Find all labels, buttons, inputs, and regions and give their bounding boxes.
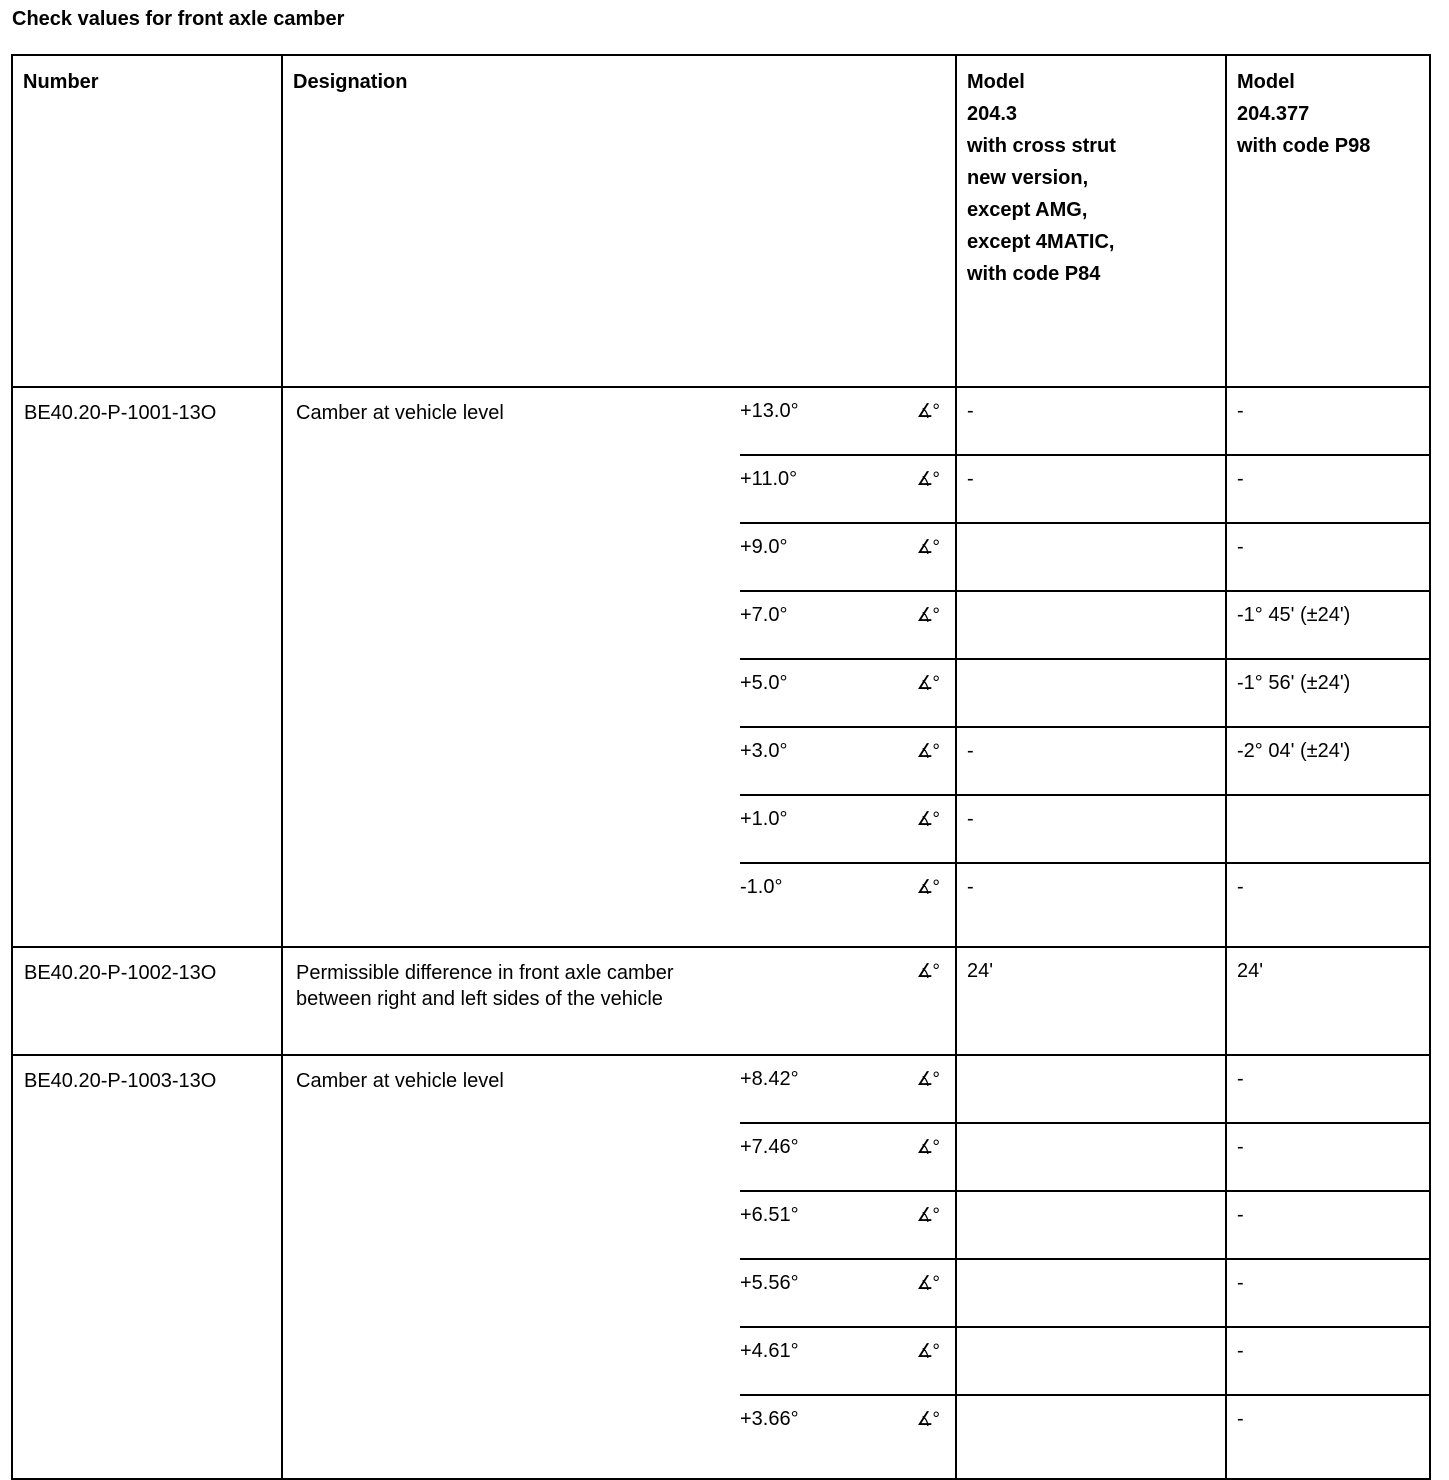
row-value: +5.0° [740,659,895,727]
header-model-1-line: with cross strut [967,135,1116,157]
row-model-2 [1226,795,1430,863]
row-designation: Camber at vehicle level [282,1055,740,1479]
row-model-2: -1° 45' (±24') [1226,591,1430,659]
row-model-1: - [956,795,1226,863]
row-value: +11.0° [740,455,895,523]
row-value: +1.0° [740,795,895,863]
header-model-1-line: new version, [967,167,1089,189]
page-title: Check values for front axle camber [12,8,345,30]
header-model-2-line: 204.377 [1237,103,1310,125]
angle-degree-icon: ∡° [916,741,939,762]
header-model-1-line: with code P84 [967,263,1101,285]
row-model-2: - [1226,1395,1430,1479]
row-designation [282,947,895,1055]
row-model-1 [956,1055,1226,1123]
row-value: +9.0° [740,523,895,591]
angle-degree-icon: ∡° [916,1273,939,1294]
row-designation-line: Permissible difference in front axle camber [296,962,674,984]
angle-degree-icon: ∡° [916,809,939,830]
angle-degree-icon: ∡° [916,469,939,490]
header-model-1 [956,55,1226,387]
angle-degree-icon: ∡° [916,1205,939,1226]
row-model-2: - [1226,1123,1430,1191]
header-model-2-line: Model [1237,71,1295,93]
header-model-2-line: with code P98 [1237,135,1371,157]
angle-degree-icon: ∡° [916,1137,939,1158]
check-values-table [11,54,1431,1480]
header-model-1-line: except AMG, [967,199,1088,221]
row-model-1 [956,1191,1226,1259]
row-value: +4.61° [740,1327,895,1395]
row-value: -1.0° [740,863,895,947]
row-model-2: - [1226,1259,1430,1327]
angle-degree-icon: ∡° [916,537,939,558]
row-model-1 [956,523,1226,591]
angle-degree-icon: ∡° [916,673,939,694]
header-number: Number [12,55,282,387]
header-model-1-line: 204.3 [967,103,1018,125]
row-number: BE40.20-P-1002-13O [12,947,282,1055]
row-model-2: - [1226,455,1430,523]
header-model-1-line: except 4MATIC, [967,231,1115,253]
row-model-1: - [956,455,1226,523]
row-model-2: - [1226,523,1430,591]
angle-degree-icon: ∡° [916,401,939,422]
header-designation: Designation [282,55,956,387]
row-model-2: - [1226,1327,1430,1395]
row-value: +7.0° [740,591,895,659]
row-model-1: - [956,727,1226,795]
angle-degree-icon: ∡° [916,1341,939,1362]
row-value: +6.51° [740,1191,895,1259]
table-row [12,387,1430,455]
row-value: +7.46° [740,1123,895,1191]
row-designation: Camber at vehicle level [282,387,740,947]
table-row [12,1055,1430,1123]
row-number: BE40.20-P-1003-13O [12,1055,282,1479]
row-model-2: - [1226,863,1430,947]
row-model-2: - [1226,1191,1430,1259]
row-value: +13.0° [740,387,895,455]
row-model-2: 24' [1226,947,1430,1055]
row-value: +3.66° [740,1395,895,1479]
table-header-row [12,55,1430,387]
row-model-1 [956,1123,1226,1191]
row-value: +3.0° [740,727,895,795]
angle-degree-icon: ∡° [916,1409,939,1430]
row-value: +8.42° [740,1055,895,1123]
angle-degree-icon: ∡° [916,877,939,898]
header-model-1-line: Model [967,71,1025,93]
row-model-1: - [956,387,1226,455]
row-model-2: -1° 56' (±24') [1226,659,1430,727]
row-model-2: - [1226,1055,1430,1123]
angle-degree-icon: ∡° [916,1069,939,1090]
row-model-1: 24' [956,947,1226,1055]
header-model-2 [1226,55,1430,387]
row-model-1 [956,1259,1226,1327]
angle-degree-icon: ∡° [916,605,939,626]
row-number: BE40.20-P-1001-13O [12,387,282,947]
row-model-1: - [956,863,1226,947]
row-model-2: -2° 04' (±24') [1226,727,1430,795]
row-model-1 [956,1327,1226,1395]
row-model-1 [956,1395,1226,1479]
row-model-2: - [1226,387,1430,455]
row-model-1 [956,659,1226,727]
row-value: +5.56° [740,1259,895,1327]
table-row [12,947,1430,1055]
row-model-1 [956,591,1226,659]
row-designation-line: between right and left sides of the vehicle [296,988,663,1010]
angle-degree-icon: ∡° [916,961,939,982]
